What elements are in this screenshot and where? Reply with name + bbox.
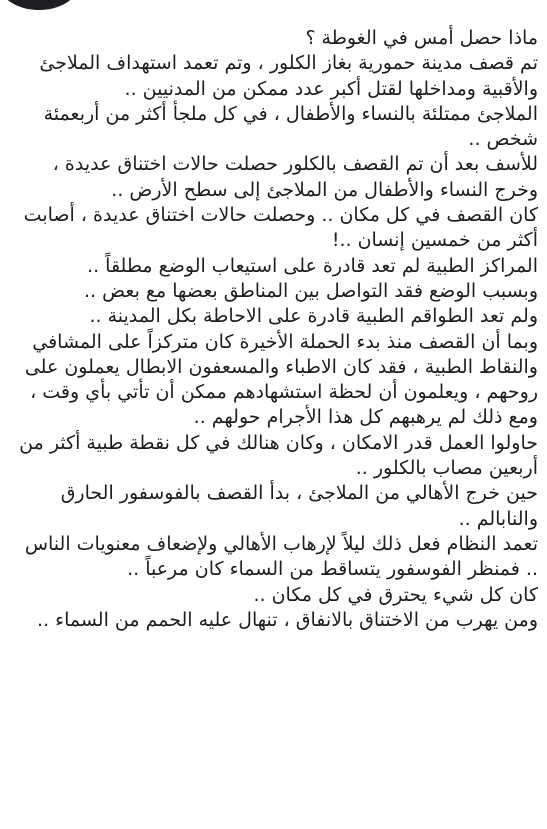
post-paragraph: المراكز الطبية لم تعد قادرة على استيعاب الوضع مطلقاً .. (87, 254, 538, 277)
post-paragraph: كان القصف في كل مكان .. وحصلت حالات اختناق عديدة ، أصابت أكثر من خمسين إنسان ..! (23, 204, 538, 252)
post-header (0, 0, 547, 28)
post-paragraph: وبما أن القصف منذ بدء الحملة الأخيرة كان متركزاً على المشافي والنقاط الطبية ، فقد كان الاطباء والمسعفون الابطال يعملون على روحهم ، ويعلمون أن لحظة استشهادهم ممكن أن تأتي بأي وقت ، ومع ذلك لم يرهبهم كل هذا الأجرام حولهم .. (24, 330, 538, 429)
post-paragraph: ماذا حصل أمس في الغوطة ؟ (305, 27, 538, 49)
post-paragraph: تعمد النظام فعل ذلك ليلاً لإرهاب الأهالي ولإضعاف معنويات الناس .. فمنظر الفوسفور يتساقط من السماء كان مرعباً .. (24, 532, 538, 581)
post-paragraph: ولم تعد الطواقم الطبية قادرة على الاحاطة بكل المدينة .. (89, 305, 538, 328)
post-paragraph: ومن يهرب من الاختناق بالانفاق ، تنهال عليه الحمم من السماء .. (37, 608, 538, 631)
avatar[interactable] (0, 0, 78, 10)
post-paragraph: للأسف بعد أن تم القصف بالكلور حصلت حالات اختناق عديدة ، وخرج النساء والأطفال من الملاجئ إلى سطح الأرض .. (52, 153, 538, 201)
post-paragraph: وبسبب الوضع فقد التواصل بين المناطق بعضها مع بعض .. (84, 279, 538, 302)
post-paragraph: حين خرج الأهالي من الملاجئ ، بدأ القصف بالفوسفور الحارق والنابالم .. (60, 482, 538, 530)
post-body (8, 26, 538, 633)
post-paragraph: الملاجئ ممتلئة بالنساء والأطفال ، في كل ملجأ أكثر من أربعمئة شخص .. (43, 102, 538, 151)
post-paragraph: حاولوا العمل قدر الامكان ، وكان هنالك في كل نقطة طبية أكثر من أربعين مصاب بالكلور .. (19, 431, 538, 480)
post-paragraph: تم قصف مدينة حمورية بغاز الكلور ، وتم تعمد استهداف الملاجئ والأقبية ومداخلها لقتل أكبر عدد ممكن من المدنيين .. (39, 52, 538, 100)
post-paragraph: كان كل شيء يحترق في كل مكان .. (253, 583, 538, 606)
